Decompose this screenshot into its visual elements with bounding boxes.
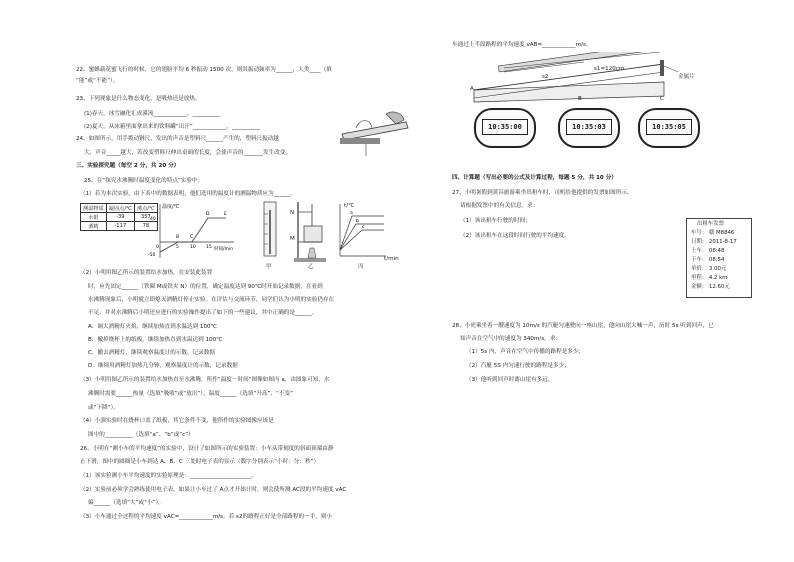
q26-part3: （3）小车通过全过程的平均速度 vAC=____________m/s。若 s2的路程正好是全部路程的一半，则小 (80, 514, 333, 520)
fig-label-M: M (290, 236, 295, 242)
q23-stem: 23、下列现象是什么物态变化，是吸热还是放热。 (76, 96, 201, 102)
graph1-ylabel: 温度/℃ (162, 204, 180, 210)
curve-label: b (356, 219, 359, 224)
q22-line1: 22、蜜蜂载花蜜飞行的时候，它的翅膀平均 6 秒振动 1500 次，则其振动频率为______，人类____（填 (76, 67, 332, 73)
graph1-ytick: 40 (150, 217, 156, 222)
q25-stem: 25、在“探究水沸腾时温度变化的特点”实验中： (84, 178, 204, 184)
receipt-mile: 里程： 4.2 km (691, 275, 728, 281)
graph1-xtick: 10 (190, 245, 196, 250)
q26-stem-a: 26、小明在“测小车的平均速度”的实验中，设计了如图所示的实验装置：小车从带刻度的斜面顶端由静 (80, 446, 334, 452)
fig-label-yi: 乙 (308, 264, 314, 270)
q25-part2-a: （2）小明用图乙所示的装置给水加热，在安装此装置 (80, 270, 213, 276)
q26-part2-a: （2）实验前必须学会熟练使用电子表，如果让小车过了 A点才开始计时，则会使所测 AC段的平均速度 vAC (80, 487, 347, 493)
table-header: 沸点/℃ (134, 204, 157, 213)
q27-part1: （1）该出租车行驶的时间； (460, 218, 531, 224)
receipt-title: 出租车发票 (697, 221, 724, 227)
receipt-car: 车号： 赣 M8846 (691, 230, 735, 236)
curve-label: a (350, 211, 353, 216)
graph1-point: C (190, 235, 194, 240)
q26-part1: （1）该实验测小车平均速度的实验原理是：______________________。 (80, 473, 257, 479)
boiling-curves-graph (334, 200, 390, 262)
q28-part3: （3）他听到回声时离山崖有多远。 (466, 377, 554, 383)
q28-stem-b: 知声音在空气中的速度为 340m/s。求： (460, 336, 562, 342)
stopwatch-a (474, 108, 536, 148)
option-b: B．撤掉烧杯上的纸板，继续加热直到水温达到 100℃ (88, 337, 223, 343)
option-c: C．撤去酒精灯，继续观察温度计的示数，记录数据 (88, 350, 215, 356)
q27-stem-b: 请根据发票中的有关信息。求： (460, 203, 539, 209)
graph1-xlabel: 时间/min (214, 247, 234, 252)
q23-part2: (2)夏天，从冰箱里面拿出来的饮料罐“出汗”____________，__________ (84, 124, 260, 130)
graph1-xtick: 5 (176, 245, 179, 250)
ramp-label-metal: 金属片 (678, 74, 695, 80)
graph1-xtick: 15 (206, 245, 212, 250)
thermometer-table (80, 203, 158, 231)
stopwatch-display: 10:35:03 (566, 119, 612, 135)
heating-apparatus (292, 200, 328, 264)
q25-part2-c: 水沸腾现象后，小明就立即熄灭酒精灯停止实验。在评估与交流环节，同学们认为小明的实验仍存在 (88, 297, 335, 303)
graph1-xtick: 0 (156, 245, 159, 250)
q25-part3-b: 沸腾时需要______热量（选填“吸收”或“放出”），温度______（选填“升高”、“不变” (88, 391, 293, 397)
ramp-label-A: A (470, 86, 474, 92)
temperature-time-graph (148, 200, 238, 262)
receipt-off: 下车： 08:54 (691, 257, 725, 263)
receipt-total: 金额： 12.60元 (691, 284, 730, 290)
q24-line2: 大，声音_____越大，若改变塑料尺伸出桌面的长度，会使声音的_______发生改变。 (84, 150, 291, 156)
q27-part2: （2）该出租车在这段时间行驶的平均速度。 (460, 233, 570, 239)
fig-label-N: N (290, 210, 295, 216)
ramp-label-s1: s1=120cm (594, 66, 625, 72)
stopwatch-b (558, 108, 620, 148)
section3-heading: 三、实验探究题（每空 2 分，共 20 分） (76, 163, 180, 169)
ramp-label-C: C (660, 96, 664, 102)
graph2-xlabel: t/min (384, 256, 399, 262)
q24-line1: 24、如图所示，用手拨动钢尺，发出的声音是塑料尺______产生的，塑料尺振动越 (76, 136, 279, 142)
stopwatch-display: 10:35:05 (646, 119, 692, 135)
stopwatch-display: 10:35:00 (482, 119, 528, 135)
q25-part2-b: 时，应先固定______（铁圈 M或铁夹 N）的位置，确定温度达到 90℃时开始记录数据，在看到 (88, 284, 323, 290)
graph1-point: D (206, 212, 210, 217)
q25-part4-b: 图中的__________（选填“a”、“b”或“c”） (88, 432, 194, 438)
q25-part2-d: 不足，并对水沸腾后小明还应进行的实验操作提出了如下的一些建议，其中正确的是______。 (88, 310, 318, 316)
q23-part1: (1)春天，冰雪融化汇成溪流____________，__________ (84, 111, 221, 117)
q25-part3-a: （3）小明用图乙所示的装置给水加热直至水沸腾，所作“温度－时间”图像如图丙 a，由图象可知，水 (80, 377, 330, 383)
table-row: 水银 -39 357 (81, 213, 158, 222)
graph1-point: E (224, 212, 227, 217)
option-d: D．继续用酒精灯加热几分钟，观察温度计的示数，记录数据 (88, 363, 238, 369)
fig-label-bing: 丙 (358, 264, 364, 270)
graph2-ylabel: t/℃ (344, 203, 355, 209)
ruler-figure (336, 108, 412, 158)
q26-stem-b: 止下滑，图中的圆圈是小车到达 A、B、C 三处时电子表的显示（数字分别表示“小时：分：秒”） (80, 459, 320, 465)
table-header: 测温物质 (81, 204, 107, 213)
q28-part1: （1）5s 内，声音在空气中传播的路程是多少； (466, 349, 585, 355)
section4-heading: 四、计算题（写出必要的公式及计算过程，每题 5 分，共 10 分） (452, 175, 617, 181)
curve-label: c (362, 225, 365, 230)
fig-label-jia: 甲 (266, 264, 272, 270)
table-row: 酒精 -117 78 (81, 222, 158, 231)
receipt-price: 单价： 3.00元 (691, 266, 727, 272)
receipt-date: 日期： 2011-8-17 (691, 239, 737, 245)
q26-part2-b: 偏______（选填“大”或“小”）。 (88, 500, 164, 506)
q25-part4-a: （4）小强实验时在烧杯口盖了纸板，其它条件不变，他所作的实验图像应该是 (80, 418, 274, 424)
option-a: A．调大酒精灯火焰，继续加热直到水温达到 100℃ (88, 324, 217, 330)
ramp-label-s2: s2 (542, 74, 549, 80)
q25-part1: （1）若为本次实验，由下表中的数据表明，他们选用的温度计的测温物质应为______。 (80, 191, 297, 197)
q27-stem-a: 27、小明暑假到黄昌旅游乘坐出租车时，司机给他提供的发票如图所示， (452, 190, 633, 196)
q22-line2: “能”或“不能”）。 (76, 78, 119, 84)
stopwatch-c (638, 108, 700, 148)
q28-part2: （2）汽艇 5S 内匀速行驶的路程是多少； (466, 363, 570, 369)
taxi-receipt (686, 218, 752, 298)
graph1-point: B (176, 235, 180, 240)
q28-stem-a: 28、小虎乘坐着一艘速度为 10m/s 的汽艇匀速驶向一座山崖，他向山崖大喊一声，历时 5s 听到回声，已 (452, 323, 714, 329)
q26-continuation: 车通过上半段路程的平均速度 vAB=____________m/s。 (452, 42, 592, 48)
receipt-on: 上车： 08:48 (691, 248, 725, 254)
q25-part3-c: 或“下降”）。 (88, 405, 119, 411)
table-header: 凝固点/℃ (106, 204, 134, 213)
ramp-label-B: B (578, 96, 582, 102)
graph1-ytick: -50 (148, 253, 156, 258)
thermometer-figure (258, 200, 282, 264)
